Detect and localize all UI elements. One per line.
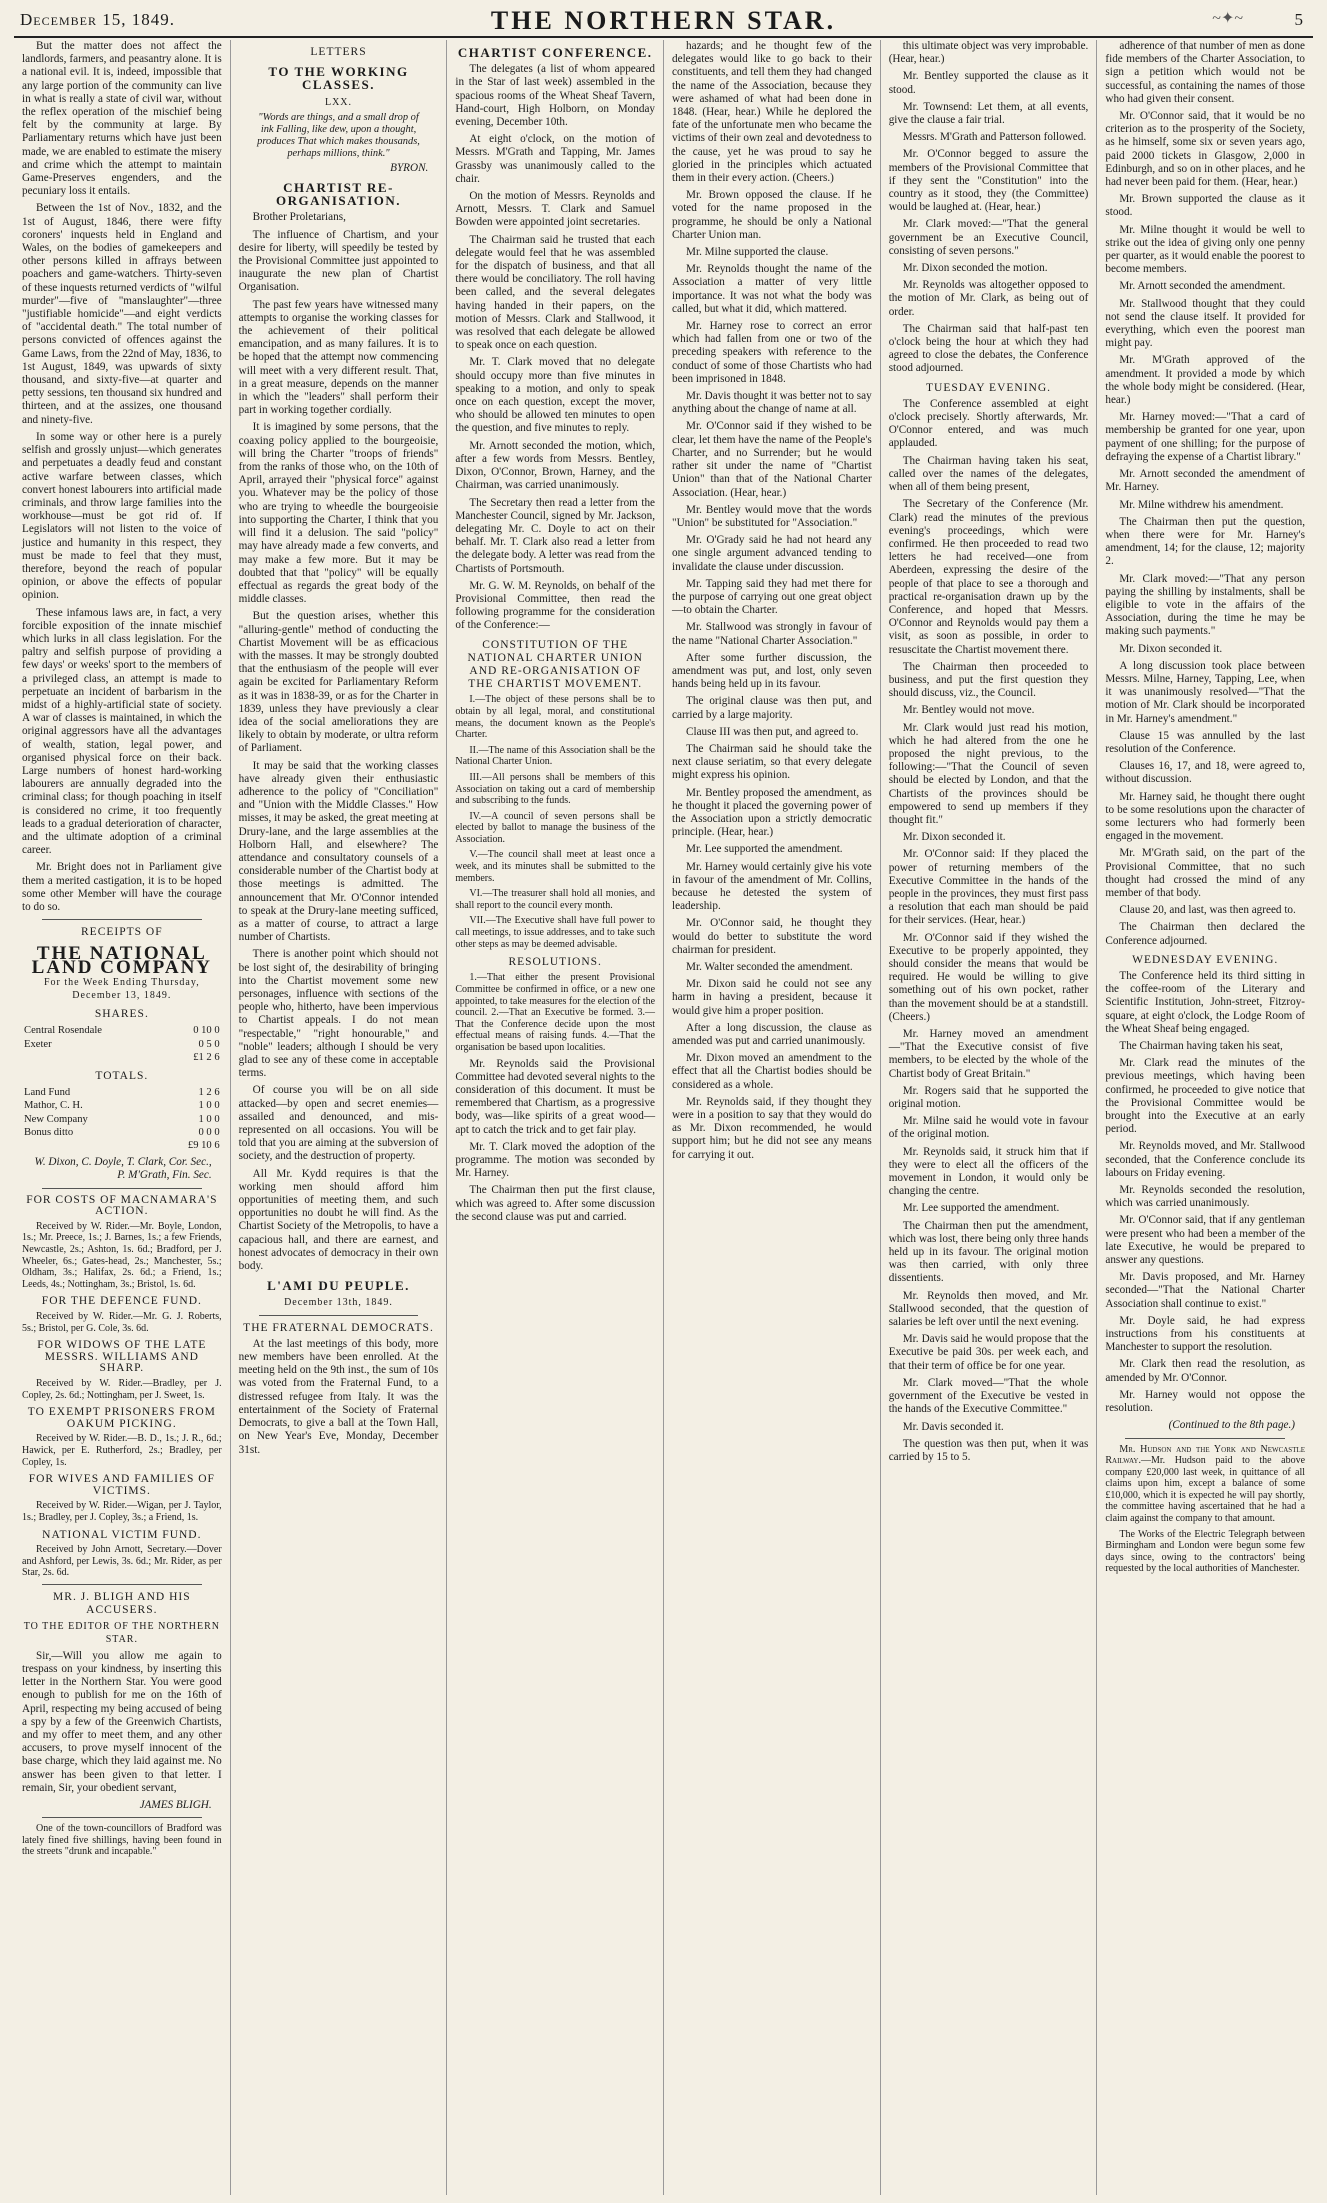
paragraph: Mr. Doyle said, he had express instructions from his constituents at Manchester to support the resolution. — [1105, 1314, 1306, 1354]
paragraph: Mr. Clark read the minutes of the previous meetings, which having been confirmed, he proceeded to give notice that the Provisional Committee would be brought into the Executive at an early period. — [1105, 1057, 1306, 1136]
list-text: Received by W. Rider.—B. D., 1s.; J. R., 6d.; Hawick, per E. Rutherford, 2s.; Bradley, per Copley, 1s. — [22, 1433, 222, 1468]
paragraph: Mr. Reynolds then moved, and Mr. Stallwood seconded, that the question of salaries be left over until the next evening. — [888, 1289, 1089, 1329]
table-row: New Company 1 0 0 — [24, 1113, 220, 1125]
game-laws-article — [22, 40, 222, 914]
paragraph: Messrs. M'Grath and Patterson followed. — [902, 131, 1087, 144]
table-row: Bonus ditto 0 0 0 — [24, 1126, 220, 1138]
paragraph: The Chairman then put the first clause, which was agreed to. After some discussion the second clause was put and carried. — [455, 1184, 656, 1223]
paragraph: Mr. Harney would not oppose the resolution. — [1105, 1388, 1306, 1415]
fraternal-text: At the last meetings of this body, more new members have been enrolled. At the meeting held on the 9th inst., the sum of 10s was voted from the Fraternal Fund, to a distressed refugee from Italy. It was the entertainment of the Society of Fraternal Democrats, to give a ball at the Town Hall, on New Year's Eve, Monday, December 31st. — [238, 1337, 439, 1456]
paragraph: But the question arises, whether this "alluring-gentle" method of conducting the Chartist Movement will be as efficacious with the masses. It may be strongly doubted that the enthusiasm of the people will ever again be excited for Parliamentary Reform as it was in 1838-39, or as for the Charter in 1839, unless they have previously a clear idea of the social ameliorations they are likely to obtain by moderate, or ultra reform of Parliament. — [238, 610, 439, 755]
paragraph: Mr. Arnott seconded the motion, which, after a few words from Messrs. Bentley, Dixon, O'Connor, Brown, Harney, and the Chairman, was carried unanimously. — [455, 439, 656, 492]
paragraph: These infamous laws are, in fact, a very forcible exposition of the innate mischief which lurks in all class legislation. For the paltry and selfish purpose of providing a few days' or weeks' sport to the members of a privileged class, an attempt is made to perpetuate an incident of barbarism in the midst of a highly-artificial state of society. A war of classes is maintained, in which the original aggressors have all the advantages of wealth, station, legal power, and organised physical force on their back. Large numbers of honest hard-working labourers are annually degraded into the criminal class; for though poaching in itself is considered no crime, it too frequently leads to a gradual deterioration of character, and the ultimate adoption of a criminal career. — [22, 606, 222, 857]
receipts-signers: W. Dixon, C. Doyle, T. Clark, Cor. Sec., P. M'Grath, Fin. Sec. — [34, 1156, 212, 1182]
column-2 — [231, 40, 448, 2195]
paragraph: Mr. Bright does not in Parliament give them a merited castigation, it is to be hoped some other Member will have the courage to do so. — [22, 861, 222, 913]
signature-heading: L'AMI DU PEUPLE. — [267, 1278, 410, 1294]
paragraph: Clause 20, and last, was then agreed to. — [1119, 904, 1296, 917]
paragraph: The Chairman then declared the Conference adjourned. — [1105, 921, 1306, 947]
paragraph: Mr. Lee supported the amendment. — [686, 843, 843, 856]
paragraph: The Secretary then read a letter from the Manchester Council, signed by Mr. Jackson, delegating Mr. C. Doyle to act on their behalf. Mr. T. Clark also read a letter from the delegate body. A letter was read from the Chartists of Portsmouth. — [455, 496, 656, 575]
table-row: Central Rosendale 0 10 0 — [24, 1025, 220, 1037]
columns — [14, 40, 1313, 2195]
shares-table — [22, 1024, 222, 1064]
paragraph: this ultimate object was very improbable. (Hear, hear.) — [888, 40, 1089, 66]
receipts-heading-big: THE NATIONAL LAND COMPANY — [31, 943, 213, 978]
paragraph: Mr. M'Grath said, on the part of the Provisional Committee, that no such thought had crossed the mind of any member of that body. — [1105, 847, 1306, 899]
paragraph: Clause III was then put, and agreed to. — [686, 725, 859, 738]
epigraph-author: BYRON. — [390, 161, 429, 174]
hudson-text: —Mr. Hudson paid to the above company £20,000 last week, in quittance of all claims upon him, except a balance of some £10,000, which it is expected he will pay shortly, the committee having ascertained that he had a claim against the company to that amount. — [1105, 1455, 1306, 1525]
paragraph: Mr. Arnott seconded the amendment. — [1119, 280, 1286, 293]
paragraph: Mr. Reynolds said, it struck him that if they were to elect all the officers of the movement in London, it would only be changing the centre. — [888, 1145, 1089, 1198]
paragraph: Mr. Milne said he would vote in favour of the original motion. — [888, 1115, 1089, 1141]
column-5 — [881, 40, 1098, 2195]
clause: I.—The object of these persons shall be to obtain by all legal, moral, and constitutional means, the document known as the People's Charter. — [455, 694, 656, 741]
paragraph: Clauses 16, 17, and 18, were agreed to, without discussion. — [1105, 760, 1306, 786]
list-heading: FOR THE DEFENCE FUND. — [41, 1295, 202, 1308]
letters-number: LXX. — [324, 96, 353, 108]
clause: V.—The council shall meet at least once a week, and its minutes shall be submitted to the members. — [455, 849, 656, 884]
table-row: Exeter 0 5 0 — [24, 1038, 220, 1050]
paragraph: Mr. Brown opposed the clause. If he voted for the name proposed in the programme, he should be only a National Charter Union man. — [672, 189, 872, 241]
paragraph: Mr. Arnott seconded the amendment of Mr. Harney. — [1105, 468, 1306, 494]
paragraph: Mr. Brown supported the clause as it stood. — [1105, 193, 1306, 219]
paragraph: Mr. Clark moved:—"That the general government be an Executive Council, consisting of seven persons." — [888, 218, 1089, 257]
paragraph: Mr. Dixon said he could not see any harm in having a president, because it would give him a proper position. — [672, 978, 872, 1017]
receipts-week: For the Week Ending Thursday, December 13, 1849. — [43, 976, 200, 1002]
paragraph: The Chairman having taken his seat, — [1119, 1040, 1283, 1053]
footer-note: One of the town-councillors of Bradford was lately fined five shillings, having been found in the streets "drunk and incapable." — [22, 1823, 222, 1858]
letter-heading: MR. J. BLIGH AND HIS ACCUSERS. — [53, 1590, 191, 1617]
clause: VI.—The treasurer shall hold all monies, and shall report to the council every month. — [455, 888, 656, 911]
paragraph: Mr. Clark would just read his motion, which he had altered from the one he proposed the night previous, to the following:—"That the Council of seven should be elected by London, and that the Chartists of the provinces should be empowered to send up members if they thought fit." — [888, 721, 1089, 826]
list-heading: FOR WIDOWS OF THE LATE MESSRS. WILLIAMS AND SHARP. — [37, 1339, 207, 1375]
paragraph: In some way or other here is a purely selfish and grossly unjust—which generates and perpetuates a deadly feud and constant active warfare between classes, which convert honest labourers into artificial made criminals, and throw large families into the workhouse—must be got rid of. If Legislators will not listen to the voice of justice and humanity in this respect, they must be made to feel that they must, therefore, beyond the reach of popular opinion, or above the effects of popular opinion. — [22, 430, 222, 602]
paragraph: Mr. Davis said he would propose that the Executive be paid 30s. per week each, and that their term of office be for one year. — [888, 1333, 1089, 1372]
paragraph: Mr. Harney rose to correct an error which had fallen from one or two of the preceding speakers with reference to the conduct of some of those Chartists who had been imprisoned in 1848. — [672, 320, 872, 385]
grand-total: £9 10 6 — [187, 1140, 220, 1152]
paragraph: The delegates (a list of whom appeared in the Star of last week) assembled in the spacious rooms of the Wheat Sheaf Tavern, Hand-court, High Holborn, on Monday evening, December 10th. — [455, 63, 656, 129]
paragraph: Mr. Reynolds was altogether opposed to the motion of Mr. Clark, as being out of order. — [888, 279, 1089, 318]
paragraph: Of course you will be on all side attacked—by open and secret enemies—assailed and denounced, and mis-represented on all occasions. You will be told that you are aiming at the subversion of society, and the destruction of property. — [238, 1084, 439, 1163]
letter-signature: JAMES BLIGH. — [139, 1798, 212, 1811]
hudson-item — [1105, 1444, 1305, 1525]
paragraph: Mr. Harney moved:—"That a card of membership be granted for one year, upon payment of one shilling; for the purpose of defraying the expense of a Chartist library." — [1105, 411, 1306, 463]
paragraph: The Chairman then proceeded to business, and put the first question they should discuss, viz., the Council. — [888, 660, 1089, 700]
clause: VII.—The Executive shall have full power to call meetings, to issue addresses, and to take such other steps as may be deemed advisable. — [455, 915, 656, 950]
land-company-receipts — [22, 926, 222, 1182]
paragraph: Mr. Davis proposed, and Mr. Harney seconded—"That the National Charter Association shall continue to exist." — [1105, 1271, 1306, 1310]
paragraph: Mr. Reynolds thought the name of the Association a matter of very little importance. It was not what the body was called, but what it did, which mattered. — [672, 263, 872, 315]
paragraph: The Chairman then put the amendment, which was lost, there being only three hands held up in its favour. The original motion was then carried, with only three dissentients. — [888, 1219, 1089, 1285]
clause: III.—All persons shall be members of this Association on taking out a card of membership and subscribing to the funds. — [455, 771, 656, 807]
paragraph: Mr. O'Connor said, he thought they would do better to substitute the word chairman for president. — [672, 917, 872, 956]
paragraph: The Secretary of the Conference (Mr. Clark) read the minutes of the previous evening's proceedings, which were confirmed. He then proceeded to read two letters he had received—one from Aberdeen, expressing the desire of the people of that place to see a thorough and practical re-organisation drawn up by the Conference, and hoped that Messrs. O'Connor and Reynolds would pay them a visit, as soon as possible, in order to resuscitate the Chartist movement there. — [888, 498, 1089, 656]
paragraph: Clause 15 was annulled by the last resolution of the Conference. — [1105, 729, 1306, 755]
table-row: Mathor, C. H. 1 0 0 — [24, 1100, 220, 1112]
paragraph: Mr. Clark moved—"That the whole government of the Executive be vested in the hands of the Executive Committee." — [888, 1376, 1089, 1416]
letter-addressee: TO THE EDITOR OF THE NORTHERN STAR. — [23, 1621, 220, 1646]
paragraph: Mr. Lee supported the amendment. — [902, 1202, 1060, 1215]
column-4 — [664, 40, 881, 2195]
newspaper-title: THE NORTHERN STAR. — [490, 6, 837, 35]
paragraph: Mr. O'Connor said, that it would be no criterion as to the prosperity of the Society, as he himself, some six or seven years ago, paid 2000 tickets in Glasgow, 2,000 in Edinburgh, and so on in other places, and he had never been paid for them. (Hear, hear.) — [1105, 110, 1306, 189]
section-heading: CHARTIST RE-ORGANISATION. — [275, 180, 402, 209]
list-text: Received by W. Rider.—Bradley, per J. Copley, 2s. 6d.; Nottingham, per J. Sweet, 1s. — [22, 1377, 222, 1401]
table-row — [22, 1051, 222, 1064]
paragraph: Mr. M'Grath approved of the amendment. It provided a mode by which the whole body might be considered. (Hear, hear.) — [1105, 354, 1306, 407]
constitution-heading: CONSTITUTION OF THE NATIONAL CHARTER UNION AND RE-ORGANISATION OF THE CHARTIST MOVEMENT. — [467, 638, 643, 691]
list-heading: NATIONAL VICTIM FUND. — [42, 1528, 202, 1541]
paragraph: After a long discussion, the clause as amended was put and carried unanimously. — [672, 1021, 872, 1048]
paragraph: Mr. T. Clark moved the adoption of the programme. The motion was seconded by Mr. Harney. — [455, 1140, 656, 1180]
paragraph: Mr. Dixon seconded the motion. — [902, 262, 1048, 275]
paragraph: Mr. Reynolds said, if they thought they were in a position to say that they would do as Mr. Dixon recommended, he would support him; but he did not see any means for carrying it out. — [672, 1095, 872, 1161]
paragraph: On the motion of Messrs. Reynolds and Arnott, Messrs. T. Clark and Samuel Bowden were appointed joint secretaries. — [455, 190, 656, 229]
paragraph: All Mr. Kydd requires is that the working men should afford him opportunities of meeting them, and such opportunities no doubt he will find. As the Chartist Society of the Metropolis, to have a capacious hall, and there are earnest, and honest advocates of democracy in their own body. — [238, 1167, 439, 1273]
letters-heading: LETTERS — [310, 46, 367, 58]
paragraph: Mr. Dixon seconded it. — [902, 831, 1006, 844]
letters-subheading: TO THE WORKING CLASSES. — [268, 64, 409, 93]
list-text: Received by John Arnott, Secretary.—Dover and Ashford, per Lewis, 3s. 6d.; Mr. Rider, as per Star, 2s. 6d. — [22, 1544, 222, 1579]
clause: IV.—A council of seven persons shall be elected by ballot to manage the business of the Association. — [455, 810, 656, 845]
paragraph: Mr. Reynolds moved, and Mr. Stallwood seconded, that the Conference conclude its labours on Friday evening. — [1105, 1140, 1306, 1179]
paragraph: Mr. Bentley supported the clause as it stood. — [888, 70, 1089, 96]
paragraph: Mr. O'Connor said: If they placed the power of returning members of the Executive Committee in the hands of the people in the provinces, they must first pass a resolution that each man should be paid for their services. (Hear, hear.) — [888, 848, 1089, 927]
paragraph: The original clause was then put, and carried by a large majority. — [672, 695, 872, 721]
paragraph: The Chairman having taken his seat, called over the names of the delegates, when all of them being present, — [888, 454, 1089, 494]
table-row — [22, 1139, 222, 1152]
paragraph: Mr. Dixon seconded it. — [1119, 642, 1223, 655]
masthead — [14, 6, 1313, 38]
paragraph: The Chairman said he should take the next clause seriatim, so that every delegate might express his opinion. — [672, 742, 872, 782]
fraternal-heading: THE FRATERNAL DEMOCRATS. — [243, 1321, 434, 1334]
paragraph: It is imagined by some persons, that the coaxing policy applied to the bourgeoisie, will bring the Charter "troops of friends" from the ranks of those who, on the 10th of April, arrayed their "physical force" against you. Whatever may be the policy of those who are trying to wheedle the bourgeoisie into supporting the Charter, I think that you will find it a delusion. The said "policy" may have already made a few converts, and may make a few more. But it may be doubted that that "policy" will be equally effectual as regards the great body of the middle classes. — [238, 421, 439, 606]
paragraph: Mr. O'Connor said if they wished the Executive to be properly appointed, they should consider the means that would be required. He would be willing to give something out of his own pocket, rather than the movement should be at a standstill. (Cheers.) — [888, 931, 1089, 1023]
paragraph: Mr. Milne withdrew his amendment. — [1119, 498, 1284, 511]
paragraph: Mr. O'Connor said if they wished to be clear, let them have the name of the People's Charter, and no Surrender; but he would rather sit under the name of "Chartist Union" than that of the National Charter Association. (Hear, hear.) — [672, 420, 872, 499]
paragraph: Mr. Harney said, he thought there ought to be some resolutions upon the character of some lecturers who had formerly been engaged in the movement. — [1105, 790, 1306, 843]
paragraph: Mr. Clark then read the resolution, as amended by Mr. O'Connor. — [1105, 1358, 1306, 1384]
paragraph: adherence of that number of men as done fide members of the Charter Association, to sign a petition which would not be successful, as containing the names of those who had given their consent. — [1105, 40, 1306, 105]
continued-note: (Continued to the 8th page.) — [1168, 1419, 1296, 1432]
paragraph: The Chairman then put the question, when there were for Mr. Harney's amendment, 14; for the clause, 12; majority 2. — [1105, 515, 1306, 568]
list-text: Received by W. Rider.—Wigan, per J. Taylor, 1s.; Bradley, per J. Copley, 3s.; a Friend, 1s. — [22, 1500, 222, 1523]
paragraph: Mr. Tapping said they had met there for the purpose of carrying out one great object—to obtain the Charter. — [672, 577, 872, 617]
paragraph: The Conference assembled at eight o'clock precisely. Shortly afterwards, Mr. O'Connor entered, and was much applauded. — [888, 397, 1089, 450]
paragraph: At eight o'clock, on the motion of Messrs. M'Grath and Tapping, Mr. James Grassby was unanimously called to the chair. — [455, 133, 656, 185]
paragraph: Mr. Milne thought it would be well to strike out the idea of giving only one penny per quarter, as it would enable the poorest to become members. — [1105, 223, 1306, 276]
paragraph: Mr. Walter seconded the amendment. — [686, 961, 853, 973]
paragraph: Mr. Reynolds said the Provisional Committee had devoted several nights to the consideration of this document. It must be remembered that Chartism, as a progressive body, was—like spirits of a great wood—apt to catch the trick and to get fair play. — [455, 1057, 656, 1136]
clause: II.—The name of this Association shall be the National Charter Union. — [455, 744, 656, 768]
paragraph: Mr. Clark moved:—"That any person paying the shilling by instalments, shall be eligible to vote in the affairs of the Association, during the time he may be making such payments." — [1105, 572, 1306, 638]
paragraph: hazards; and he thought few of the delegates would like to go back to their constituents, and tell them they had changed the name of the Association, because they were ashamed of what had been done in 1848. (Hear, hear.) While he deplored the fate of the unfortunate men who became the victims of their own zeal and devotedness to the cause, yet he was proud to say he gloried in the principles which actuated them in their every action. (Cheers.) — [672, 40, 872, 185]
paragraph: It may be said that the working classes have already given their enthusiastic adherence to the policy of "Conciliation" and "Union with the Middle Classes." How misses, it may be asked, the great meeting at Drury-lane, and the large assemblies at the Holborn Hall, and elsewhere? The attendance and consultatory counsels of a considerable number of the Chartist body at those meetings is admitted. The announcement that Mr. O'Connor intended to speak at the Drury-lane meeting sufficed, as a matter of course, to attract a large number of Chartists. — [238, 759, 439, 944]
salutation: Brother Proletarians, — [252, 211, 346, 224]
page-number: 5 — [1294, 10, 1303, 29]
signature-date: December 13th, 1849. — [284, 1297, 393, 1309]
conference-heading: CHARTIST CONFERENCE. — [457, 45, 653, 60]
list-text: Received by W. Rider.—Mr. Boyle, London, 1s.; Mr. Preece, 1s.; J. Barnes, 1s.; a few Friends, Newcastle, 2s.; Ashton, 1s. 6d.; Bradford, per J. Wheeler, 6s.; Gates-head, 2s.; Manchester, 5s.; Oldham, 3s.; Halifax, 2s. 6d.; a Friend, 1s.; Leeds, 4s.; Nottingham, 3s.; Bristol, 1s. 6d. — [22, 1220, 222, 1290]
paragraph: Mr. Harney would certainly give his vote in favour of the amendment of Mr. Collins, because he detested the system of leadership. — [672, 860, 872, 913]
tuesday-heading: TUESDAY EVENING. — [926, 381, 1052, 394]
column-6 — [1097, 40, 1313, 2195]
resolutions-heading: RESOLUTIONS. — [508, 956, 602, 969]
paragraph: The influence of Chartism, and your desire for liberty, will speedily be tested by the Provisional Committee just appointed to inaugurate the new plan of Chartist Organisation. — [238, 228, 439, 294]
constitution-clauses — [455, 694, 655, 950]
paragraph: The past few years have witnessed many attempts to organise the working classes for the achievement of their political emancipation, and as many failures. It is to be hoped that the attempt now commencing will meet with a very different result. That, in a great measure, depends on the manner in which the "leaders" shall perform their part in working together cordially. — [238, 298, 439, 417]
paragraph: Between the 1st of Nov., 1832, and the 1st of August, 1846, there were fifty coroners' inquests held in England and Wales, on the bodies of gamekeepers and other persons killed in affrays between poachers and game-watchers. Thirty-seven of these inquests returned verdicts of "wilful murder"—five of "manslaughter"—three "justifiable homicide"—and eight verdicts of "accidental death." The total number of persons convicted of offences against the Game Laws, from the 22nd of May, 1836, to 1st August, 1849, was upwards of sixty thousand, and sixty-five—at quarter and petty sessions, ten thousand six hundred and thirteen, and at the assizes, one thousand and ninety-five. — [22, 202, 222, 426]
paragraph: Mr. Stallwood was strongly in favour of the name "National Charter Association." — [672, 621, 872, 647]
paragraph: Mr. G. W. M. Reynolds, on behalf of the Provisional Committee, then read the following programme for the consideration of the Conference:— — [455, 579, 656, 632]
hudson-heading: Mr. Hudson and the York and Newcastle Railway. — [1105, 1443, 1306, 1467]
list-heading: FOR WIVES AND FAMILIES OF VICTIMS. — [28, 1473, 215, 1497]
shares-heading: SHARES. — [94, 1008, 149, 1021]
paragraph: Mr. Bentley would not move. — [902, 704, 1035, 717]
paragraph: Mr. O'Connor begged to assure the members of the Provisional Committee that if they sent the "Constitution" into the country as it stood, they (the Committee) would be laughed at. (Hear, hear.) — [888, 148, 1089, 214]
paragraph: Mr. Davis seconded it. — [902, 1420, 1004, 1433]
issue-date: December 15, 1849. — [20, 10, 175, 29]
paragraph: Mr. O'Connor said, that if any gentleman were present who had been a member of the late Executive, he would be prepared to answer any questions. — [1105, 1214, 1306, 1267]
paragraph: But the matter does not affect the landlords, farmers, and peasantry alone. It is a national evil. It is, indeed, impossible that any large portion of the community can live in what is really a state of civil war, without the reflex operation of the mischief being felt by the community at large. By Parliamentary returns which have just been made, we are enabled to estimate the misery and crime which the attempt to maintain Game-Preserves engenders, and the pecuniary loss it entails. — [22, 40, 222, 198]
letter-text: Sir,—Will you allow me again to trespass on your kindness, by inserting this letter in the Northern Star. You were good enough to publish for me on the 16th of April, respecting my being accused of being a spy by a few of the Greenwich Chartists, and my offer to meet them, and any other accusers, to prove myself innocent of the base charge, which they laid against me. No answer has been given to that letter. I remain, Sir, your obedient servant, — [22, 1649, 222, 1794]
receipts-heading: RECEIPTS OF — [81, 926, 163, 939]
paragraph: There is another point which should not be lost sight of, the desirability of bringing into the Chartist movement some new personages, influence with sections of the people who, hitherto, have been impervious to Chartist appeals. I do not mean "respectable," "right honourable," and "noble" leaders; although I should be very glad to see any of these come in acceptable terms. — [238, 948, 439, 1080]
totals-table — [22, 1086, 222, 1152]
ornament-icon: ~✦~ — [1212, 10, 1243, 27]
paragraph: The question was then put, when it was carried by 15 to 5. — [888, 1437, 1089, 1463]
shares-total: £1 2 6 — [193, 1051, 220, 1063]
table-row: Land Fund 1 2 6 — [24, 1087, 220, 1099]
paragraph: Mr. Harney moved an amendment—"That the Executive consist of five members, to be elected by the whole of the Chartist body of Great Britain." — [888, 1028, 1089, 1080]
paragraph: Mr. Rogers said that he supported the original motion. — [888, 1084, 1089, 1111]
wednesday-heading: WEDNESDAY EVENING. — [1132, 953, 1279, 966]
paragraph: Mr. Dixon moved an amendment to the effect that all the Chartist bodies should be considered as a whole. — [672, 1052, 872, 1091]
list-text: Received by W. Rider.—Mr. G. J. Roberts, 5s.; Bristol, per G. Cole, 3s. 6d. — [22, 1311, 222, 1334]
paragraph: Mr. Bentley would move that the words "Union" be substituted for "Association." — [672, 503, 872, 529]
paragraph: A long discussion took place between Messrs. Milne, Harney, Tapping, Lee, when it was unanimously resolved—"That the motion of Mr. Clark should be incorporated in Mr. Harney's amendment." — [1105, 659, 1306, 725]
paragraph: Mr. Davis thought it was better not to say anything about the change of name at all. — [672, 390, 872, 416]
paragraph: Mr. Stallwood thought that they could not send the clause itself. It provided for everything, which even the poorest man might pay. — [1105, 297, 1306, 350]
paragraph: After some further discussion, the amendment was put, and lost, only seven hands being held up in its favour. — [672, 651, 872, 691]
subscription-lists — [22, 1195, 222, 1579]
column-3 — [447, 40, 664, 2195]
telegraph-item: The Works of the Electric Telegraph between Birmingham and London were begun some few days since, owing to the contractors' being requested by the local authorities of Manchester. — [1105, 1528, 1306, 1575]
paragraph: Mr. Bentley proposed the amendment, as he thought it placed the governing power of the Association upon a strictly democratic principle. (Hear, hear.) — [672, 786, 872, 839]
epigraph: "Words are things, and a small drop of ink Falling, like dew, upon a thought, produces That which makes thousands, perhaps millions, think." — [257, 111, 420, 159]
paragraph: The Chairman said he trusted that each delegate would feel that he was assembled for the dispatch of business, and that all there would be conciliatory. The roll having been called, and the several delegates having handed in their papers, on the motion of Messrs. Clark and Stallwood, it was resolved that each delegate be allowed to speak once on each question. — [455, 233, 656, 352]
paragraph: Mr. Milne supported the clause. — [686, 246, 829, 259]
paragraph: Mr. Townsend: Let them, at all events, give the clause a fair trial. — [888, 100, 1089, 127]
paragraph: The Conference held its third sitting in the coffee-room of the Literary and Scientific Institution, John-street, Fitzroy-square, at eight o'clock, the Lodge Room of the Wheat Sheaf being engaged. — [1105, 970, 1306, 1035]
totals-heading: TOTALS. — [95, 1070, 149, 1083]
paragraph: Mr. Reynolds seconded the resolution, which was carried unanimously. — [1105, 1184, 1306, 1210]
list-heading: FOR COSTS OF MACNAMARA'S ACTION. — [26, 1193, 218, 1218]
list-heading: TO EXEMPT PRISONERS FROM OAKUM PICKING. — [27, 1406, 216, 1430]
bligh-letter — [22, 1591, 222, 1812]
column-1 — [14, 40, 231, 2195]
paragraph: Mr. T. Clark moved that no delegate should occupy more than five minutes in speaking to a motion, and only to speak once on each question, except the mover, who should be allowed ten minutes to open the question, and five minutes to reply. — [455, 356, 656, 435]
paragraph: Mr. O'Grady said he had not heard any one single argument advanced tending to invalidate the clause under discussion. — [672, 534, 872, 573]
resolutions-text: 1.—That either the present Provisional Committee be confirmed in office, or a new one appointed, to take measures for the election of the council. 2.—That an Executive be formed. 3.—That the Conference decide upon the most effectual means of raising funds. 4.—That the organisation be based upon localities. — [455, 972, 656, 1053]
paragraph: The Chairman said that half-past ten o'clock being the hour at which they had agreed to close the debates, the Conference stood adjourned. — [888, 322, 1089, 375]
